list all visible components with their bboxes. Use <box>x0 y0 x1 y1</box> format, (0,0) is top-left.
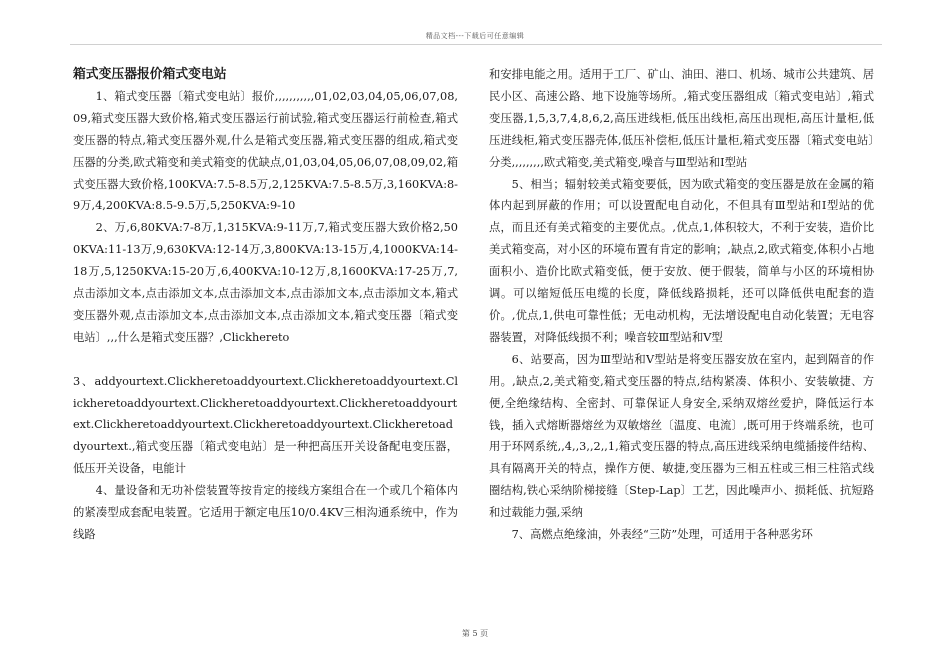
paragraph-4: 4、量设备和无功补偿装置等按肯定的接线方案组合在一个或几个箱体内的紧凑型成套配电装置。它适用于额定电压10/0.4KV三相沟通系统中，作为线路 <box>73 484 458 542</box>
paragraph-1: 1、箱式变压器〔箱式变电站〕报价,,,,,,,,,,,01,02,03,04,05,06,07,08,09,箱式变压器大致价格,箱式变压器运行前试验,箱式变压器运行前检查,箱式变压器的特点,箱式变压器外观,什么是箱式变压器,箱式变压器的组成,箱式变压器的分类,欧式箱变和美式箱变的优缺点,01,03,04,05,06,07,08,09,02,箱式变压器大致价格,100KVA:7.5-8.5万,2,125KVA:7.5-8.5万,3,160KVA:8-9万,4,200KVA:8.5-9.5万,5,250KVA:9-10 <box>73 89 458 213</box>
paragraph-6: 6、站要高，因为Ⅲ型站和Ⅴ型站是将变压器安放在室内，起到隔音的作用。,缺点,2,美式箱变,箱式变压器的特点,结构紧凑、体积小、安装敏捷、方便,全绝缘结构、全密封、可靠保证人身安全,采纳双熔丝爱护，降低运行本钱，插入式熔断器熔丝为双敏熔丝〔温度、电流〕,既可用于终端系统，也可用于环网系统,,4,,3,,2,,1,箱式变压器的特点,高压进线采纳电缆插接件结构、具有隔离开关的特点，操作方便、敏捷,变压器为三相五柱或三相三柱箔式线圈结构,铁心采纳阶梯接缝〔Step-Lap〕工艺，因此噪声小、损耗低、抗短路和过载能力强,采纳 <box>489 352 874 520</box>
paragraph-4-continued: 和安排电能之用。适用于工厂、矿山、油田、港口、机场、城市公共建筑、居民小区、高速公路、地下设施等场所。,箱式变压器组成〔箱式变电站〕,箱式变压器,1,5,3,7,4,8,6,2,高压进线柜,低压出线柜,高压出现柜,高压计量柜,低压进线柜,箱式变压器壳体,低压补偿柜,低压计量柜,箱式变压器〔箱式变电站〕分类,,,,,,,,,欧式箱变,美式箱变,噪音与Ⅲ型站和Ⅰ型站 <box>489 68 874 169</box>
page-number: 第 5 页 <box>461 629 489 638</box>
paragraph-2: 2、万,6,80KVA:7-8万,1,315KVA:9-11万,7,箱式变压器大致价格2,500KVA:11-13万,9,630KVA:12-14万,3,800KVA:13-15万,4,1000KVA:14-18万,5,1250KVA:15-20万,6,400KVA:10-12万,8,1600KVA:17-25万,7,点击添加文本,点击添加文本,点击添加文本,点击添加文本,点击添加文本,箱式变压器外观,点击添加文本,点击添加文本,点击添加文本,箱式变压器〔箱式变电站〕,,,什么是箱式变压器？,Clickhereto <box>73 221 458 344</box>
paragraph-5: 5、相当；辐射较美式箱变要低，因为欧式箱变的变压器是放在金属的箱体内起到屏蔽的作用；可以设置配电自动化，不但具有Ⅲ型站和Ⅰ型站的优点，而且还有美式箱变的主要优点。,优点,1,体积较大，不利于安装，造价比美式箱变高，对小区的环境布置有肯定的影响；,缺点,2,欧式箱变,体积小占地面积小、造价比欧式箱变低，便于安放、便于假装，简单与小区的环境相协调。可以缩短低压电缆的长度，降低线路损耗，还可以降低供电配套的造价。,优点,1,供电可靠性低；无电动机构，无法增设配电自动化装置；无电容器装置，对降低线损不利；噪音较Ⅲ型站和Ⅴ型 <box>489 177 874 344</box>
paragraph-7: 7、高燃点绝缘油，外表经“三防”处理，可适用于各种恶劣环 <box>511 528 813 542</box>
paragraph-3: 3、addyourtext.Clickheretoaddyourtext.Clickheretoaddyourtext.Clickheretoaddyourtext.Clickheretoaddyourtext.Clickheretoaddyourtext.Clickheretoaddyourtext.Clickheretoaddyourtext.Clickheretoaddyourtext.,箱式变压器〔箱式变电站〕是一种把高压开关设备配电变压器，低压开关设备，电能计 <box>73 374 458 476</box>
left-column <box>73 64 458 546</box>
paragraph-spacer <box>73 349 458 371</box>
document-title: 箱式变压器报价箱式变电站 <box>73 67 227 82</box>
header-note: 精品文档---下载后可任意编辑 <box>425 32 525 40</box>
right-column <box>489 64 874 546</box>
header-divider <box>70 44 882 45</box>
